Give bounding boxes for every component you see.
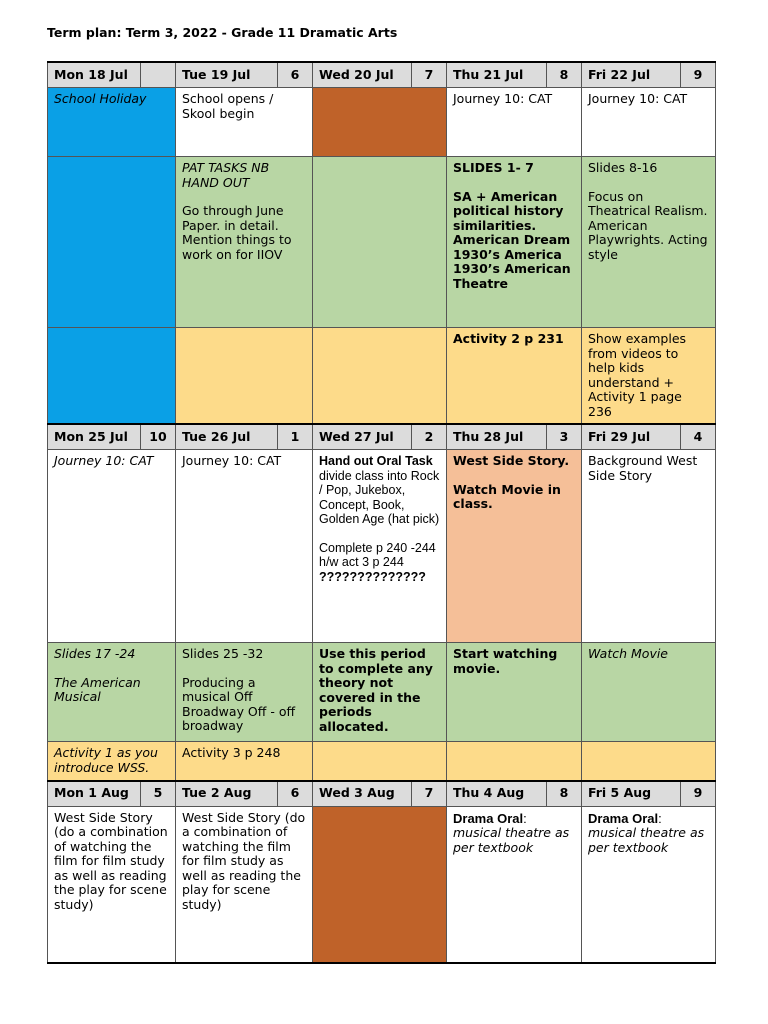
period-number: 7 [411, 63, 446, 87]
week1-tue-cell1 [176, 88, 313, 157]
week1-mon-header [48, 62, 176, 88]
week2-wed-cell3 [313, 742, 447, 781]
cell-text: SLIDES 1- 7 [453, 160, 534, 175]
period-number: 7 [411, 782, 446, 806]
cell-text: The American Musical [54, 674, 141, 704]
day-label: Tue 19 Jul [182, 66, 251, 82]
day-label: Thu 21 Jul [453, 66, 524, 82]
day-label: Fri 29 Jul [588, 428, 651, 444]
week1-tue-header [176, 62, 313, 88]
cell-text: musical theatre as per textbook [453, 825, 570, 855]
week2-row3 [48, 742, 716, 781]
week1-thu-header [447, 62, 582, 88]
cell-text: PAT TASKS NB HAND OUT [182, 160, 270, 190]
week2-thu-cell3 [447, 742, 582, 781]
cell-text: Slides 17 -24 [54, 646, 136, 661]
week1-fri-header [582, 62, 716, 88]
week1-mon-cell3 [48, 328, 176, 425]
week2-fri-cell3 [582, 742, 716, 781]
cell-text: Slides 8-16 [588, 160, 658, 175]
cell-text: Show examples from videos to help kids understand + Activity 1 page 236 [588, 331, 687, 419]
cell-text: Background West Side Story [588, 453, 698, 483]
day-label: Fri 5 Aug [588, 785, 652, 801]
week1-row1 [48, 88, 716, 157]
week1-fri-cell2 [582, 157, 716, 328]
cell-text: Slides 25 -32 [182, 646, 264, 661]
week2-thu-header [447, 424, 582, 450]
day-label: Mon 25 Jul [54, 428, 128, 444]
week3-mon-cell1 [48, 806, 176, 963]
cell-text: Activity 2 p 231 [453, 331, 564, 346]
cell-text: Complete p 240 -244 [319, 540, 436, 555]
week2-tue-cell3 [176, 742, 313, 781]
cell-text: Focus on Theatrical Realism. American Playwrights. Acting style [588, 188, 708, 262]
week2-fri-header [582, 424, 716, 450]
week1-wed-cell1 [313, 88, 447, 157]
period-number: 6 [277, 782, 312, 806]
cell-text: Watch Movie in class. [453, 481, 561, 511]
day-label: Thu 28 Jul [453, 428, 524, 444]
day-label: Mon 1 Aug [54, 785, 129, 801]
period-number: 9 [680, 782, 715, 806]
period-number: 10 [140, 425, 175, 449]
period-number: 2 [411, 425, 446, 449]
cell-text: Journey 10: CAT [182, 453, 282, 468]
period-number: 9 [680, 63, 715, 87]
cell-text: Journey 10: CAT [54, 453, 154, 468]
week3-tue-header [176, 781, 313, 807]
week2-row1 [48, 450, 716, 643]
cell-text: Drama Oral: [453, 810, 527, 826]
cell-text-bold: Hand out Oral Task [319, 454, 433, 468]
week2-thu-cell1 [447, 450, 582, 643]
week3-mon-header [48, 781, 176, 807]
week2-mon-header [48, 424, 176, 450]
term-plan-table [47, 61, 716, 964]
week1-row2 [48, 157, 716, 328]
cell-text: Drama Oral: [588, 810, 662, 826]
cell-text: Activity 1 as you introduce WSS. [54, 745, 158, 775]
week1-row3 [48, 328, 716, 425]
cell-text: SA + American political history similarities. American Dream 1930’s America 1930’s American Theatre [453, 188, 571, 291]
day-label: Wed 27 Jul [319, 428, 394, 444]
cell-text: Activity 3 p 248 [182, 745, 281, 760]
week2-fri-cell1 [582, 450, 716, 643]
page-title: Term plan: Term 3, 2022 - Grade 11 Dramatic Arts [47, 25, 398, 40]
day-label: Fri 22 Jul [588, 66, 651, 82]
week2-tue-header [176, 424, 313, 450]
week1-mon-cell2 [48, 157, 176, 328]
period-number: 8 [546, 782, 581, 806]
cell-text: West Side Story (do a combination of watching the film for film study as well as reading the play for scene study) [54, 809, 168, 912]
week2-wed-cell2 [313, 643, 447, 742]
period-number: 6 [277, 63, 312, 87]
week3-thu-cell1 [447, 806, 582, 963]
period-number [140, 63, 175, 87]
week3-wed-cell1 [313, 806, 447, 963]
week2-tue-cell1 [176, 450, 313, 643]
week2-tue-cell2 [176, 643, 313, 742]
week2-thu-cell2 [447, 643, 582, 742]
week1-thu-cell2 [447, 157, 582, 328]
cell-text: Watch Movie [588, 646, 668, 661]
cell-text-rest: divide class into Rock / Pop, Jukebox, Concept, Book, Golden Age (hat pick) [319, 468, 440, 526]
week1-thu-cell1 [447, 88, 582, 157]
day-label: Wed 20 Jul [319, 66, 394, 82]
week1-wed-cell3 [313, 328, 447, 425]
week1-tue-cell3 [176, 328, 313, 425]
cell-text: Go through June Paper. in detail. Mention things to work on for IIOV [182, 203, 292, 262]
period-number: 1 [277, 425, 312, 449]
week3-thu-header [447, 781, 582, 807]
week3-row1 [48, 806, 716, 963]
week2-mon-cell2 [48, 643, 176, 742]
day-label: Thu 4 Aug [453, 785, 525, 801]
week1-thu-cell3 [447, 328, 582, 425]
week3-header-row [48, 781, 716, 807]
week1-header-row [48, 62, 716, 88]
day-label: Tue 2 Aug [182, 785, 252, 801]
week2-header-row [48, 424, 716, 450]
week2-mon-cell1 [48, 450, 176, 643]
day-label: Mon 18 Jul [54, 66, 128, 82]
week1-wed-header [313, 62, 447, 88]
period-number: 3 [546, 425, 581, 449]
cell-text: musical theatre as per textbook [588, 825, 705, 855]
cell-text: School opens / Skool begin [182, 91, 274, 121]
week3-tue-cell1 [176, 806, 313, 963]
week1-wed-cell2 [313, 157, 447, 328]
cell-text: ?????????????? [319, 569, 426, 584]
cell-text [319, 454, 440, 527]
week1-fri-cell3 [582, 328, 716, 425]
cell-text-bold: Drama Oral [588, 810, 659, 826]
cell-text: West Side Story (do a combination of watching the film for film study as well as reading the play for scene study) [182, 809, 306, 912]
cell-text: Journey 10: CAT [453, 91, 553, 106]
day-label: Tue 26 Jul [182, 428, 251, 444]
week2-mon-cell3 [48, 742, 176, 781]
week2-wed-cell1 [313, 450, 447, 643]
week1-tue-cell2 [176, 157, 313, 328]
week2-wed-header [313, 424, 447, 450]
week3-fri-cell1 [582, 806, 716, 963]
cell-text: Start watching movie. [453, 646, 558, 676]
cell-text: Use this period to complete any theory not covered in the periods allocated. [319, 646, 433, 734]
week1-mon-cell1 [48, 88, 176, 157]
cell-text: West Side Story. [453, 453, 570, 468]
period-number: 8 [546, 63, 581, 87]
cell-text: h/w act 3 p 244 [319, 555, 404, 569]
week3-wed-header [313, 781, 447, 807]
cell-text: School Holiday [54, 91, 147, 106]
week1-fri-cell1 [582, 88, 716, 157]
day-label: Wed 3 Aug [319, 785, 395, 801]
cell-text-bold: Drama Oral [453, 810, 524, 826]
week2-row2 [48, 643, 716, 742]
week2-fri-cell2 [582, 643, 716, 742]
cell-text: Journey 10: CAT [588, 91, 688, 106]
period-number: 5 [140, 782, 175, 806]
week3-fri-header [582, 781, 716, 807]
period-number: 4 [680, 425, 715, 449]
cell-text: Producing a musical Off Broadway Off - off broadway [182, 674, 296, 733]
